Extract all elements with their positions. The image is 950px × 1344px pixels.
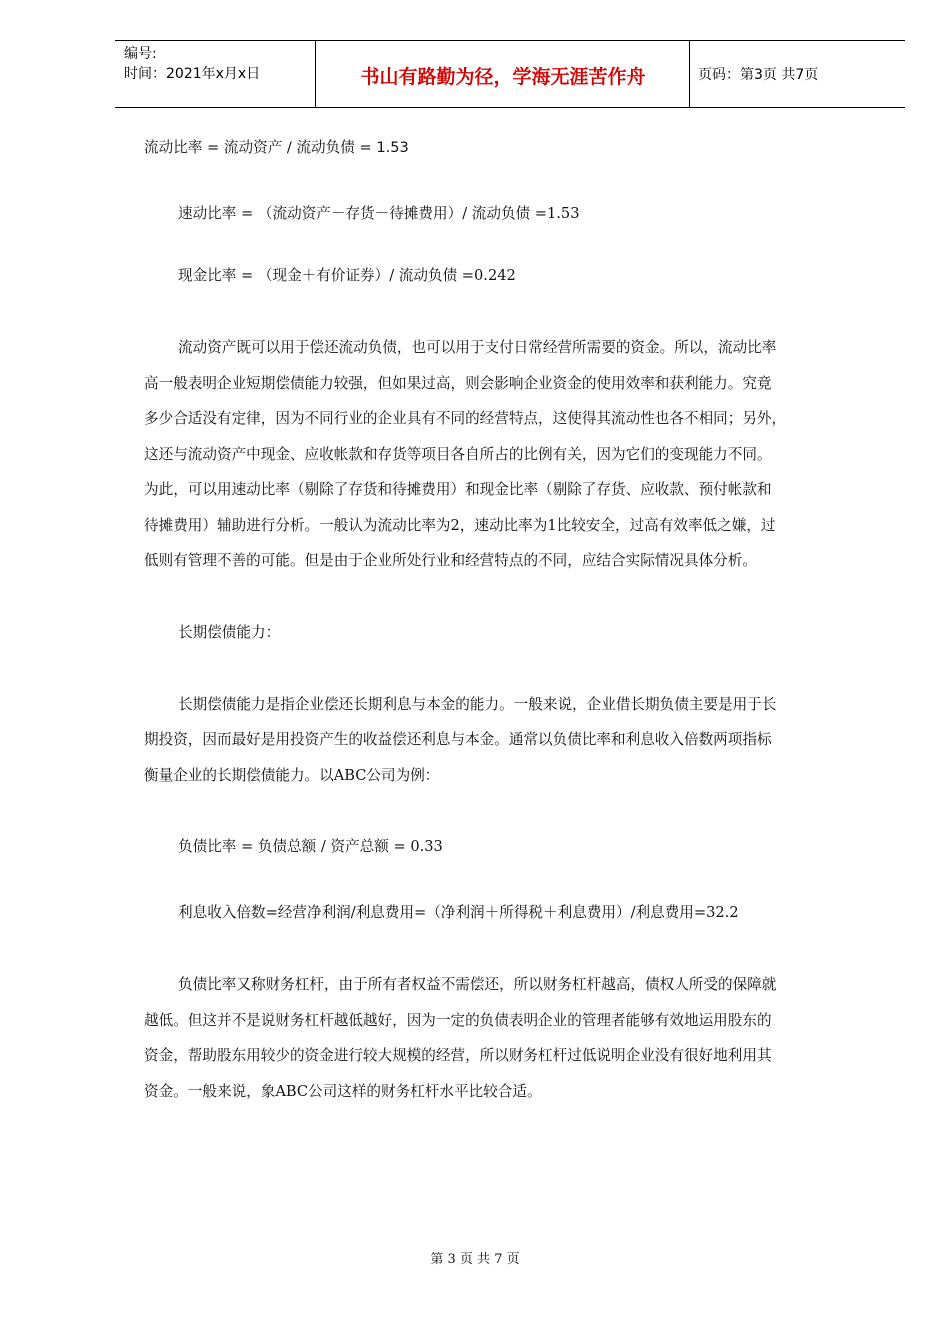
document-number-label: 编号: bbox=[124, 46, 157, 62]
paragraph-leverage bbox=[144, 967, 888, 1109]
paragraph-line: 为此，可以用速动比率（剔除了存货和待摊费用）和现金比率（剔除了存货、应收款、预付帐款和 bbox=[144, 481, 772, 498]
paragraph-line: 流动资产既可以用于偿还流动负债，也可以用于支付日常经营所需要的资金。所以，流动比率 bbox=[178, 339, 777, 356]
header-page-info: 页码：第3页 共7页 bbox=[698, 67, 819, 83]
document-time-label: 时间：2021年x月x日 bbox=[124, 66, 261, 82]
paragraph-line: 越低。但这并不是说财务杠杆越低越好，因为一定的负债表明企业的管理者能够有效地运用股东的 bbox=[144, 1011, 772, 1029]
paragraph-line: 负债比率又称财务杠杆，由于所有者权益不需偿还，所以财务杠杆越高，债权人所受的保障就 bbox=[178, 976, 777, 993]
formula-interest-coverage: 利息收入倍数=经营净利润/利息费用=（净利润＋所得税＋利息费用）/利息费用=32.2 bbox=[178, 904, 739, 921]
header-top-rule bbox=[115, 40, 905, 41]
document-body bbox=[144, 136, 888, 1151]
formula-cash-ratio: 现金比率 = （现金＋有价证券）/ 流动负债 =0.242 bbox=[178, 267, 516, 284]
paragraph-line: 长期偿债能力是指企业偿还长期利息与本金的能力。一般来说，企业借长期负债主要是用于长 bbox=[178, 695, 777, 713]
paragraph-line: 待摊费用）辅助进行分析。一般认为流动比率为2，速动比率为1比较安全，过高有效率低之嫌，过 bbox=[144, 516, 776, 534]
header-bottom-rule bbox=[115, 107, 905, 108]
page-footer: 第 3 页 共 7 页 bbox=[430, 1252, 520, 1267]
formula-quick-ratio: 速动比率 = （流动资产－存货－待摊费用）/ 流动负债 =1.53 bbox=[178, 205, 580, 222]
header-motto: 书山有路勤为径，学海无涯苦作舟 bbox=[360, 66, 646, 88]
paragraph-line: 资金，帮助股东用较少的资金进行较大规模的经营，所以财务杠杆过低说明企业没有很好地利用其 bbox=[144, 1047, 772, 1064]
formula-debt-ratio: 负债比率 = 负债总额 / 资产总额 = 0.33 bbox=[178, 838, 443, 855]
paragraph-line: 多少合适没有定律，因为不同行业的企业具有不同的经营特点，这使得其流动性也各不相同；另外， bbox=[144, 410, 787, 427]
paragraph-line: 这还与流动资产中现金、应收帐款和存货等项目各自所占的比例有关，因为它们的变现能力不同。 bbox=[144, 445, 772, 463]
paragraph-line: 衡量企业的长期偿债能力。以ABC公司为例： bbox=[144, 766, 440, 784]
paragraph-line: 低则有管理不善的可能。但是由于企业所处行业和经营特点的不同，应结合实际情况具体分析。 bbox=[144, 552, 757, 569]
paragraph-line: 期投资，因而最好是用投资产生的收益偿还利息与本金。通常以负债比率和利息收入倍数两项指标 bbox=[144, 731, 772, 748]
paragraph-line: 高一般表明企业短期偿债能力较强，但如果过高，则会影响企业资金的使用效率和获利能力。究竟 bbox=[144, 374, 772, 392]
paragraph-long-term-solvency bbox=[144, 687, 888, 794]
paragraph-liquidity bbox=[144, 330, 888, 579]
section-heading: 长期偿债能力： bbox=[178, 623, 281, 641]
paragraph-line: 资金。一般来说，象ABC公司这样的财务杠杆水平比较合适。 bbox=[144, 1082, 542, 1100]
header-meta bbox=[124, 44, 260, 84]
formula-current-ratio: 流动比率 = 流动资产 / 流动负债 = 1.53 bbox=[144, 139, 409, 156]
